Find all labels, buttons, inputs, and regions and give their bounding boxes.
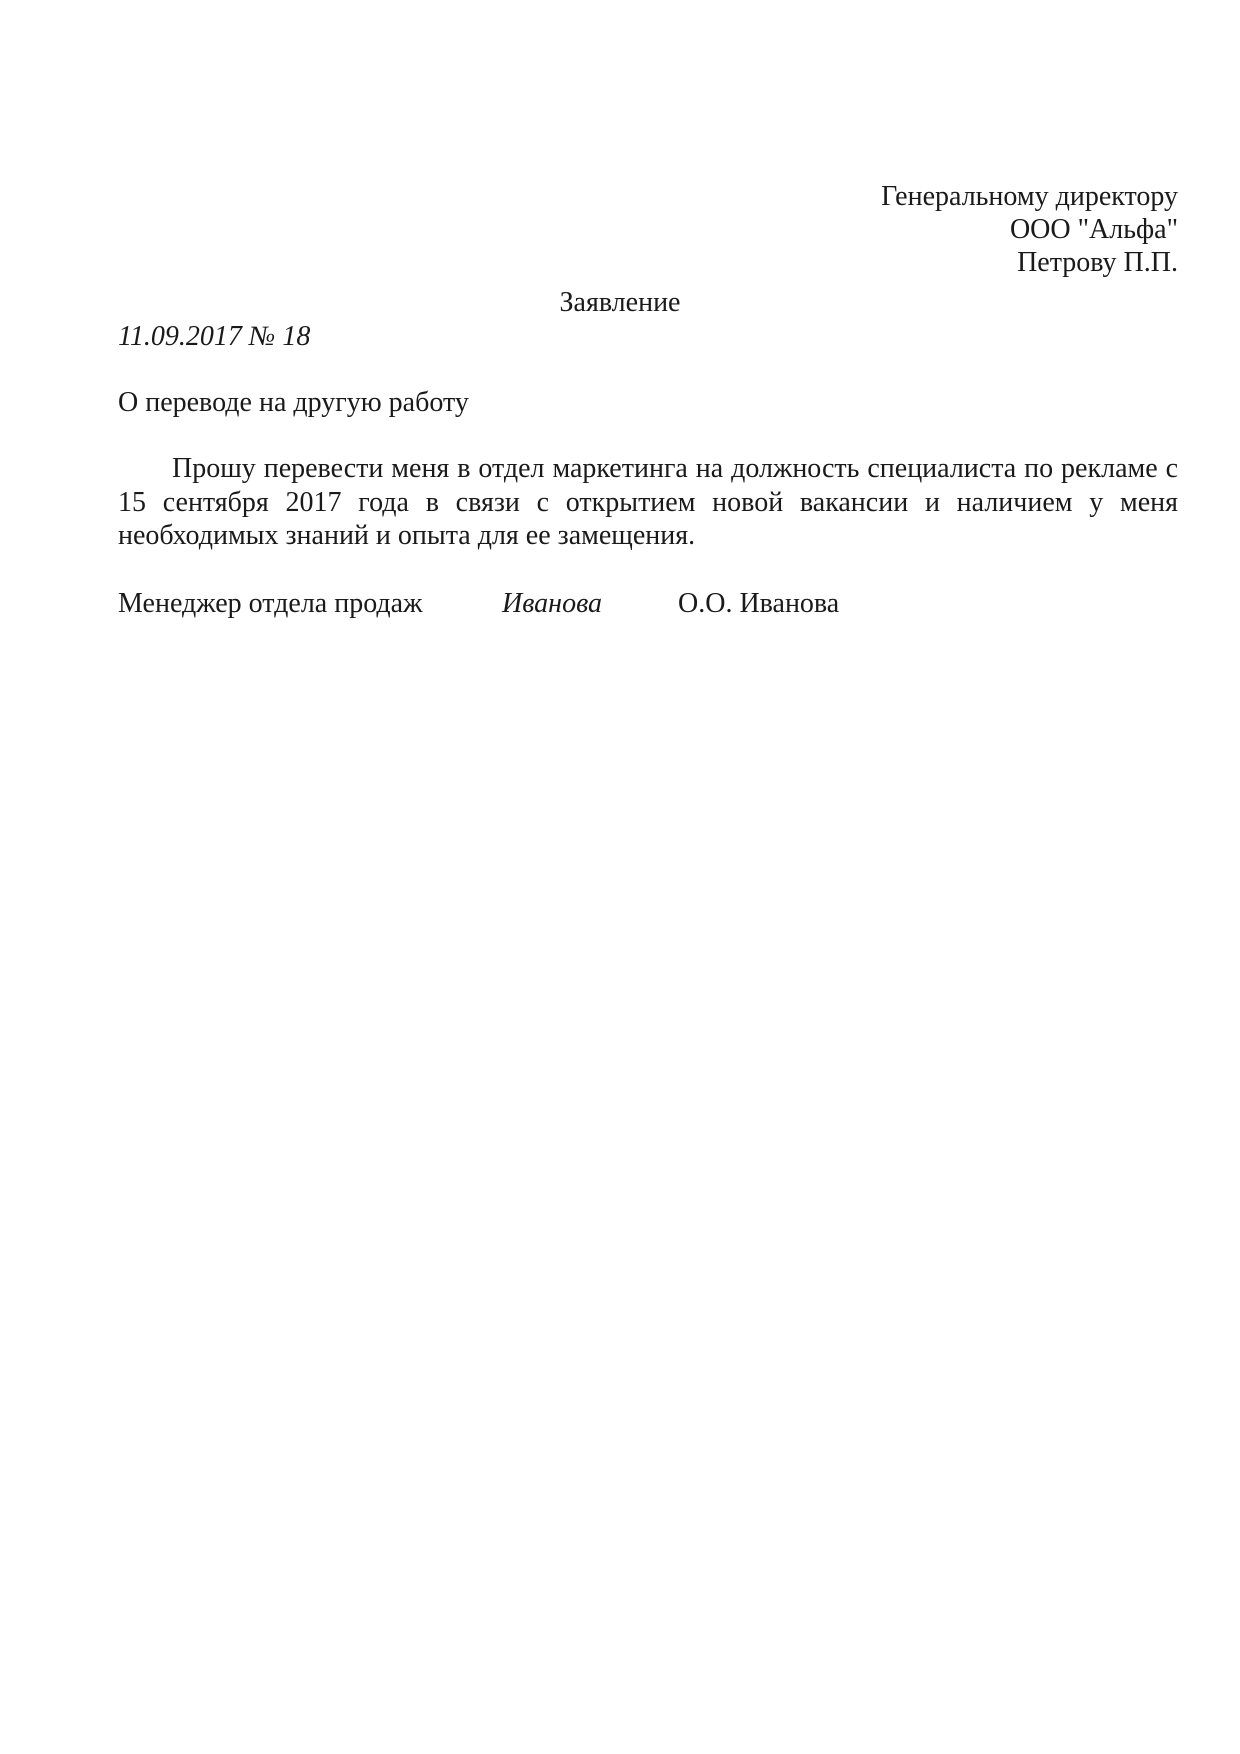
document-body: Прошу перевести меня в отдел маркетинга на должность специалиста по рекламе с 15 сентября 2017 года в связи с открытием новой вакансии и наличием у меня необходимых знаний и опыта для ее замещения. xyxy=(118,453,1178,551)
document-date-number: 11.09.2017 № 18 xyxy=(118,321,311,352)
document-subject: О переводе на другую работу xyxy=(118,387,469,418)
signatory-name: О.О. Иванова xyxy=(678,588,840,619)
addressee-company: ООО "Альфа" xyxy=(1009,214,1178,245)
handwritten-signature: Иванова xyxy=(502,588,603,619)
signature-block xyxy=(118,587,1178,621)
addressee-position: Генеральному директору xyxy=(881,181,1178,212)
document-title: Заявление xyxy=(559,287,681,318)
addressee-block xyxy=(881,180,1178,279)
signatory-position: Менеджер отдела продаж xyxy=(118,588,423,619)
addressee-name: Петрову П.П. xyxy=(1017,247,1178,278)
